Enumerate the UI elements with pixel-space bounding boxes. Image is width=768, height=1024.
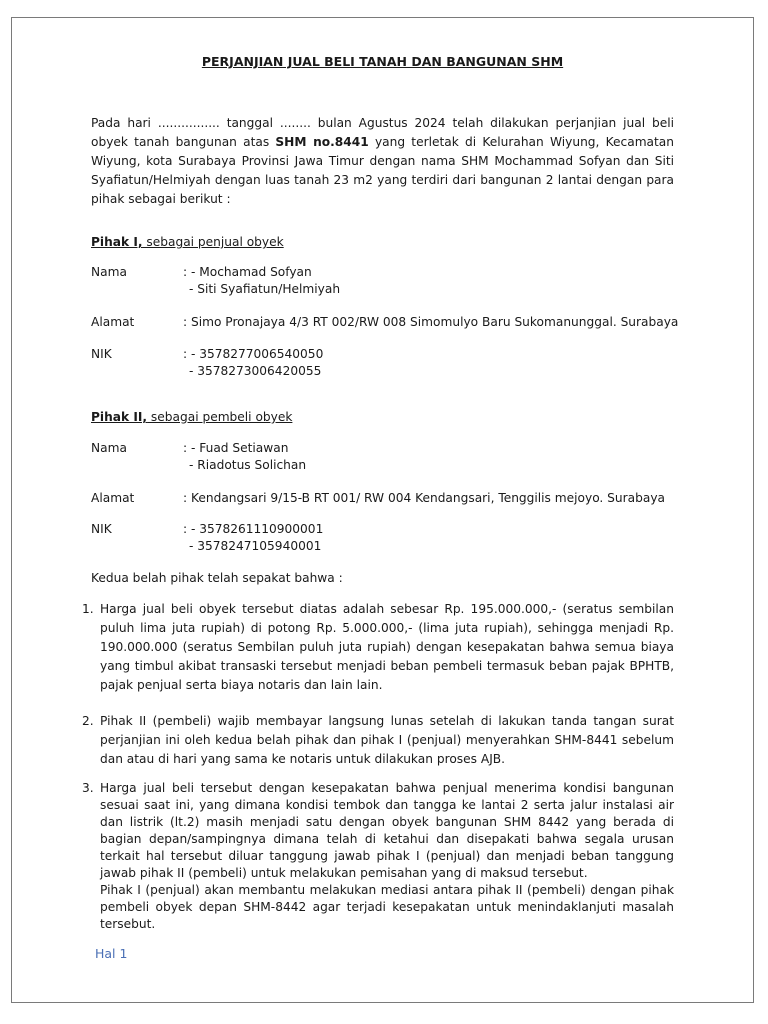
pihak2-alamat: : Kendangsari 9/15-B RT 001/ RW 004 Kendangsari, Tenggilis mejoyo. Surabaya <box>183 491 666 505</box>
pihak2-nik-label: NIK <box>91 522 112 536</box>
pihak2-nik-value <box>183 521 674 555</box>
pihak2-heading-bold: Pihak II, <box>91 410 148 424</box>
pihak1-nama-label: Nama <box>91 265 127 279</box>
clause-paragraph: Pihak II (pembeli) wajib membayar langsung lunas setelah di lakukan tanda tangan surat perjanjian ini oleh kedua belah pihak dan pihak I (penjual) menyerahkan SHM-8441 sebelum dan atau di hari yang sama ke notaris untuk dilakukan proses AJB. <box>100 714 674 766</box>
pihak2-heading <box>91 408 292 427</box>
pihak1-alamat-value <box>183 314 679 331</box>
pihak2-nama-1: : - Fuad Setiawan <box>183 441 289 455</box>
clause-text <box>100 712 674 769</box>
pihak1-nik-1: : - 3578277006540050 <box>183 347 324 361</box>
clause-paragraph: Pihak I (penjual) akan membantu melakukan mediasi antara pihak II (pembeli) dengan pihak pembeli obyek depan SHM-8442 agar terjadi kesepakatan untuk menindaklanjuti masalah tersebut. <box>100 883 674 931</box>
pihak1-nik-value <box>183 346 674 380</box>
pihak1-alamat: : Simo Pronajaya 4/3 RT 002/RW 008 Simomulyo Baru Sukomanunggal. Surabaya <box>183 315 679 329</box>
clause-paragraph: Harga jual beli tersebut dengan kesepakatan bahwa penjual menerima kondisi bangunan sesuai saat ini, yang dimana kondisi tembok dan tangga ke lantai 2 serta jalur instalasi air dan listrik (lt.2) masih menjadi satu dengan obyek bangunan SHM 8442 yang berada di bagian depan/sampingnya dimana telah di ketahui dan disepakati bahwa segala urusan terkait hal tersebut diluar tanggung jawab pihak I (penjual) dan menjadi beban tanggung jawab pihak II (pembeli) untuk melakukan pemisahan yang di maksud tersebut. <box>100 781 674 880</box>
clause-text <box>100 600 674 695</box>
pihak1-nama-2: - Siti Syafiatun/Helmiyah <box>189 282 341 296</box>
pihak2-heading-rest: sebagai pembeli obyek <box>147 410 293 424</box>
clause-number: 2. <box>82 714 94 728</box>
pihak1-nama-value <box>183 264 674 298</box>
pihak2-alamat-value <box>183 490 674 507</box>
intro-text-start: Pada hari ................ tanggal ........ bulan Agustus 2024 telah dilakukan perjanjian jual beli obyek tanah bangunan atas <box>91 116 674 149</box>
intro-paragraph <box>91 114 674 209</box>
pihak1-heading-rest: sebagai penjual obyek <box>142 235 284 249</box>
pihak2-nik-2: - 3578247105940001 <box>189 539 322 553</box>
pihak2-alamat-label: Alamat <box>91 491 135 505</box>
clause-text <box>100 780 674 933</box>
pihak1-nama-1: : - Mochamad Sofyan <box>183 265 312 279</box>
clause-number: 3. <box>82 781 94 795</box>
clause-number: 1. <box>82 602 94 616</box>
pihak1-alamat-label: Alamat <box>91 315 135 329</box>
pihak1-heading <box>91 233 284 252</box>
intro-shm-number: SHM no.8441 <box>275 135 369 149</box>
pihak2-nama-value <box>183 440 674 474</box>
pihak2-nama-label: Nama <box>91 441 127 455</box>
clause-paragraph: Harga jual beli obyek tersebut diatas adalah sebesar Rp. 195.000.000,- (seratus sembilan puluh lima juta rupiah) di potong Rp. 5.000.000,- (lima juta rupiah), sehingga menjadi Rp. 190.000.000 (seratus Sembilan puluh juta rupiah) dengan kesepakatan bahwa semua biaya yang timbul akibat transaski tersebut menjadi beban pembeli termasuk beban pajak BPHTB, pajak penjual serta biaya notaris dan lain lain. <box>100 602 674 692</box>
intro-text-end: yang terletak di Kelurahan Wiyung, Kecamatan Wiyung, kota Surabaya Provinsi Jawa Timur dengan nama SHM Mochammad Sofyan dan Siti Syafiatun/Helmiyah dengan luas tanah 23 m2 yang terdiri dari bangunan 2 lantai dengan para pihak sebagai berikut : <box>91 135 675 206</box>
document-title: PERJANJIAN JUAL BELI TANAH DAN BANGUNAN SHM <box>201 54 564 69</box>
pihak1-heading-bold: Pihak I, <box>91 235 143 249</box>
agreement-intro: Kedua belah pihak telah sepakat bahwa : <box>91 571 343 585</box>
pihak1-nik-2: - 3578273006420055 <box>189 364 322 378</box>
pihak1-nik-label: NIK <box>91 347 112 361</box>
pihak2-nik-1: : - 3578261110900001 <box>183 522 324 536</box>
page-number: Hal 1 <box>95 946 128 961</box>
pihak2-nama-2: - Riadotus Solichan <box>189 458 307 472</box>
